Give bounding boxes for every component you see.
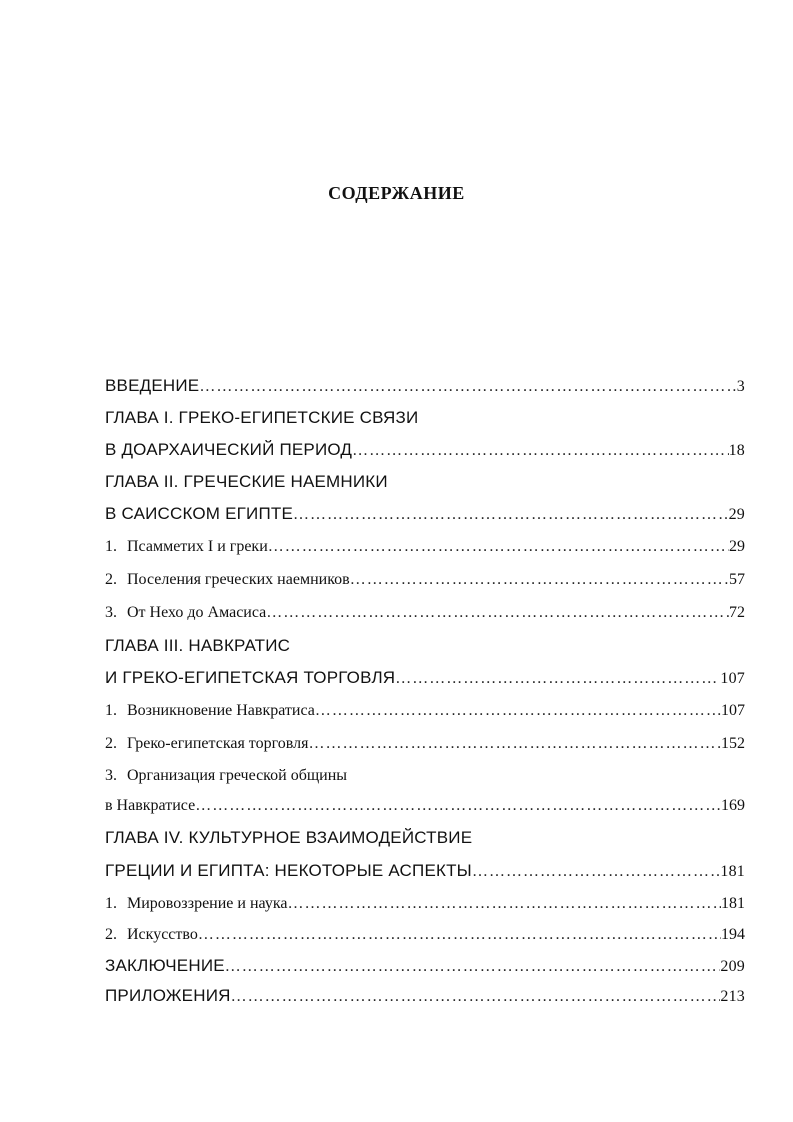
toc-section-4-1[interactable] xyxy=(105,895,745,923)
toc-label: Греко-египетская торговля xyxy=(127,735,309,752)
toc-label: в Навкратисе xyxy=(105,797,196,814)
toc-page-number: 18 xyxy=(728,442,745,459)
toc-page-number: 181 xyxy=(721,895,745,912)
leader-dots xyxy=(231,988,721,1006)
toc-chapter-4-title xyxy=(105,828,745,856)
leader-dots xyxy=(225,958,721,976)
toc-entry-conclusion[interactable] xyxy=(105,956,745,984)
toc-entry-intro[interactable] xyxy=(105,376,745,404)
page-title: СОДЕРЖАНИЕ xyxy=(328,183,465,203)
section-number: 3. xyxy=(105,604,117,621)
toc-label: ГЛАВА II. ГРЕЧЕСКИЕ НАЕМНИКИ xyxy=(105,472,388,491)
toc-label: ВВЕДЕНИЕ xyxy=(105,376,200,395)
toc-page-number: 152 xyxy=(721,735,745,752)
leader-dots xyxy=(472,863,720,881)
toc-label: ГЛАВА IV. КУЛЬТУРНОЕ ВЗАИМОДЕЙСТВИЕ xyxy=(105,828,473,847)
leader-dots xyxy=(350,571,729,589)
section-number: 1. xyxy=(105,538,117,555)
toc-label: И ГРЕКО-ЕГИПЕТСКАЯ ТОРГОВЛЯ xyxy=(105,668,396,687)
toc-section-2-2[interactable] xyxy=(105,571,745,599)
section-number: 1. xyxy=(105,895,117,912)
toc-chapter-2-title xyxy=(105,472,745,500)
toc-chapter-1-title xyxy=(105,408,745,436)
toc-label: Организация греческой общины xyxy=(127,767,348,784)
section-number: 2. xyxy=(105,735,117,752)
leader-dots xyxy=(199,378,736,396)
section-number: 2. xyxy=(105,571,117,588)
toc-page-number: 209 xyxy=(720,958,745,975)
toc-label: ПРИЛОЖЕНИЯ xyxy=(105,986,231,1005)
toc-page-number: 169 xyxy=(721,797,745,814)
section-number: 2. xyxy=(105,926,117,943)
leader-dots xyxy=(198,926,721,944)
toc-section-3-3-title xyxy=(105,767,745,795)
toc-section-2-1[interactable] xyxy=(105,538,745,566)
toc-entry-chapter-4[interactable] xyxy=(105,861,745,889)
leader-dots xyxy=(287,895,721,913)
leader-dots xyxy=(293,506,729,524)
toc-label: Поселения греческих наемников xyxy=(127,571,350,588)
toc-entry-chapter-3[interactable] xyxy=(105,668,745,696)
leader-dots xyxy=(195,797,721,815)
toc-label: ЗАКЛЮЧЕНИЕ xyxy=(105,956,225,975)
toc-page-number: 29 xyxy=(729,538,745,555)
toc-section-3-1[interactable] xyxy=(105,702,745,730)
toc-label: ГРЕЦИИ И ЕГИПТА: НЕКОТОРЫЕ АСПЕКТЫ xyxy=(105,861,472,880)
toc-label: ГЛАВА I. ГРЕКО-ЕГИПЕТСКИЕ СВЯЗИ xyxy=(105,408,419,427)
toc-entry-chapter-2[interactable] xyxy=(105,504,745,532)
toc-page-number: 213 xyxy=(720,988,745,1005)
toc-page-number: 72 xyxy=(729,604,745,621)
toc-label: От Нехо до Амасиса xyxy=(127,604,267,621)
toc-section-3-2[interactable] xyxy=(105,735,745,763)
toc-entry-chapter-1[interactable] xyxy=(105,440,745,468)
toc-page-number: 57 xyxy=(729,571,745,588)
leader-dots xyxy=(266,604,729,622)
section-number: 1. xyxy=(105,702,117,719)
leader-dots xyxy=(352,442,728,460)
toc-page-number: 107 xyxy=(720,670,745,687)
toc-page-number: 194 xyxy=(721,926,745,943)
toc-label: Мировоззрение и наука xyxy=(127,895,288,912)
toc-page-number: 29 xyxy=(728,506,745,523)
toc-page-number: 107 xyxy=(721,702,745,719)
section-number: 3. xyxy=(105,767,117,784)
toc-page-number: 3 xyxy=(736,378,745,395)
toc-section-2-3[interactable] xyxy=(105,604,745,632)
toc-chapter-3-title xyxy=(105,636,745,664)
leader-dots xyxy=(315,702,721,720)
toc-label: ГЛАВА III. НАВКРАТИС xyxy=(105,636,291,655)
leader-dots xyxy=(395,670,720,688)
toc-label: Псамметих I и греки xyxy=(127,538,268,555)
toc-page-number: 181 xyxy=(720,863,745,880)
toc-entry-appendix[interactable] xyxy=(105,986,745,1014)
toc-section-4-2[interactable] xyxy=(105,926,745,954)
toc-label: В ДОАРХАИЧЕСКИЙ ПЕРИОД xyxy=(105,440,353,459)
leader-dots xyxy=(268,538,729,556)
leader-dots xyxy=(308,735,721,753)
toc-label: В САИССКОМ ЕГИПТЕ xyxy=(105,504,294,523)
toc-label: Искусство xyxy=(127,926,198,943)
toc-section-3-3[interactable] xyxy=(105,797,745,825)
toc-label: Возникновение Навкратиса xyxy=(127,702,315,719)
